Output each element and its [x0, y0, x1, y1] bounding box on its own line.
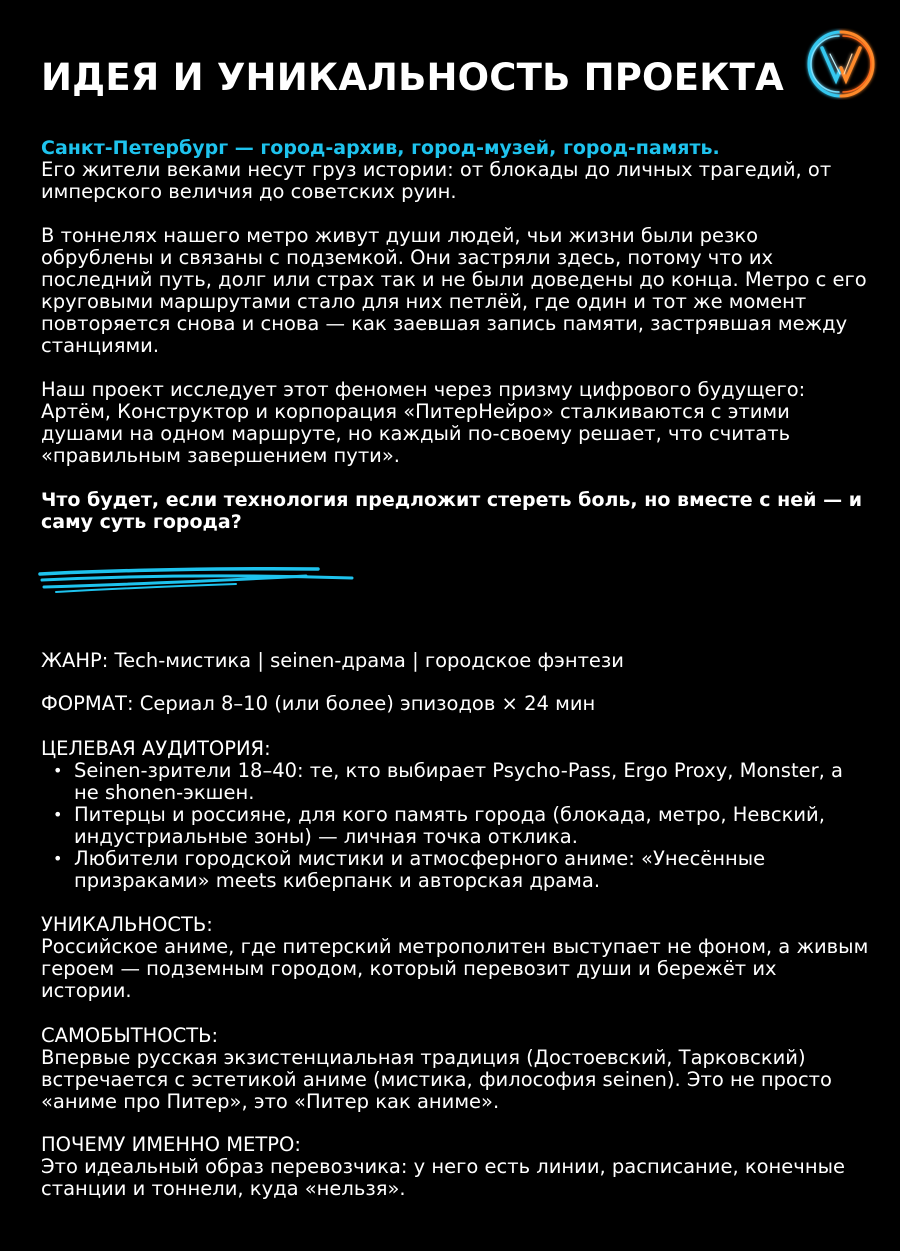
- format-value: Сериал 8–10 (или более) эпизодов × 24 мин: [139, 692, 596, 715]
- intro-block: [41, 137, 871, 203]
- neon-metro-logo-icon: [800, 28, 882, 100]
- uniqueness-section: [41, 914, 871, 1002]
- format-line: [41, 693, 871, 715]
- originality-text: Впервые русская экзистенциальная традиция (Достоевский, Тарковский) встречается с эстетикой аниме (мистика, философия seinen). Это не просто «аниме про Питер», это «Питер как аниме».: [41, 1046, 832, 1113]
- why-metro-section: [41, 1134, 871, 1200]
- originality-heading: САМОБЫТНОСТЬ:: [41, 1024, 219, 1047]
- audience-heading: ЦЕЛЕВАЯ АУДИТОРИЯ:: [41, 737, 271, 760]
- intro-lead: Санкт-Петербург — город-архив, город-музей, город-память.: [41, 137, 720, 159]
- why-metro-heading: ПОЧЕМУ ИМЕННО МЕТРО:: [41, 1133, 301, 1156]
- genre-line: [41, 650, 871, 672]
- audience-list: [41, 760, 871, 892]
- genre-value: Tech-мистика | seinen-драма | городское фэнтези: [114, 649, 624, 672]
- page-title: ИДЕЯ И УНИКАЛЬНОСТЬ ПРОЕКТА: [41, 56, 784, 99]
- intro-paragraph-2: В тоннелях нашего метро живут души людей, чьи жизни были резко обрублены и связаны с подземкой. Они застряли здесь, потому что их последний путь, долг или страх так и не были доведены до конца. Метро с его круговыми маршрутами стало для них петлёй, где один и тот же момент повторяется снова и снова — как заевшая запись памяти, застрявшая между станциями.: [41, 224, 867, 357]
- originality-section: [41, 1025, 871, 1113]
- list-item: • Seinen-зрители 18–40: те, кто выбирает Psycho-Pass, Ergo Proxy, Monster, а не shonen-экшен.: [41, 760, 871, 804]
- genre-label: ЖАНР:: [41, 649, 109, 672]
- intro-question: Что будет, если технология предложит стереть боль, но вместе с ней — и саму суть города?: [41, 489, 863, 533]
- intro-paragraph-3: Наш проект исследует этот феномен через призму цифрового будущего: Артём, Конструктор и корпорация «ПитерНейро» сталкиваются с этими душами на одном маршруте, но каждый по-своему решает, что считать «правильным завершением пути».: [41, 378, 806, 467]
- why-metro-text: Это идеальный образ перевозчика: у него есть линии, расписание, конечные станции и тоннели, куда «нельзя».: [41, 1155, 845, 1200]
- list-item: • Питерцы и россияне, для кого память города (блокада, метро, Невский, индустриальные зоны) — личная точка отклика.: [41, 804, 871, 848]
- uniqueness-heading: УНИКАЛЬНОСТЬ:: [41, 913, 213, 936]
- audience-section: [41, 738, 871, 892]
- format-label: ФОРМАТ:: [41, 692, 134, 715]
- brush-stroke-divider: [36, 560, 356, 600]
- list-item: • Любители городской мистики и атмосферного аниме: «Унесённые призраками» meets киберпанк и авторская драма.: [41, 848, 871, 892]
- uniqueness-text: Российское аниме, где питерский метрополитен выступает не фоном, а живым героем — подземным городом, который перевозит души и бережёт их истории.: [41, 935, 869, 1002]
- intro-paragraph-1: Его жители веками несут груз истории: от блокады до личных трагедий, от имперского величия до советских руин.: [41, 158, 832, 203]
